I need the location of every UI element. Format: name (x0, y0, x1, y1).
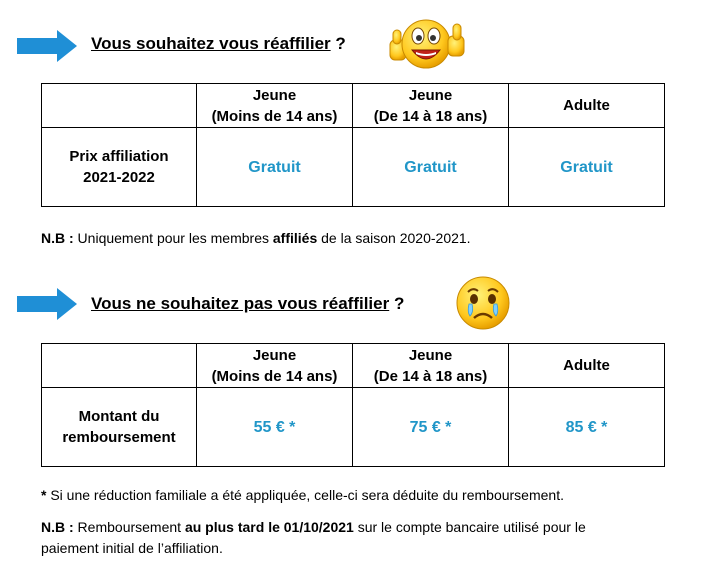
header-line: Jeune (252, 346, 297, 364)
header-junior-under-14 (197, 84, 353, 128)
refund-value-14-18 (353, 388, 509, 467)
note-text: Uniquement pour les membres (73, 230, 273, 246)
crying-face-emoji-icon (454, 274, 512, 332)
header-adult: Adulte (509, 344, 665, 388)
row-label-line: Prix affiliation (69, 148, 169, 165)
header-line: Jeune (408, 86, 453, 104)
price-value: Gratuit (560, 158, 613, 176)
refund-amount-table (41, 343, 665, 467)
header-line: Jeune (408, 346, 453, 364)
affiliation-price-table (41, 83, 665, 207)
note-bold: au plus tard le 01/10/2021 (184, 519, 354, 535)
arrow-right-icon (17, 30, 77, 62)
section-1-note (41, 228, 471, 249)
table-row (42, 388, 665, 467)
header-junior-under-14 (197, 344, 353, 388)
header-line: Jeune (252, 86, 297, 104)
note-text: sur le compte bancaire utilisé pour le (353, 519, 586, 535)
table-header-row (42, 84, 665, 128)
row-label-line: Montant du (78, 408, 160, 425)
refund-value-under-14 (197, 388, 353, 467)
arrow-right-icon (17, 288, 77, 320)
price-value: Gratuit (404, 158, 457, 176)
refund-value: 85 € * (565, 418, 608, 436)
header-line: (Moins de 14 ans) (211, 367, 338, 385)
table-header-row (42, 344, 665, 388)
note-prefix: N.B : (41, 519, 74, 535)
footnote-text: Si une réduction familiale a été appliquée, celle-ci sera déduite du remboursement. (46, 487, 564, 503)
header-adult: Adulte (509, 84, 665, 128)
section-2-footnote (41, 485, 564, 506)
row-label-price (42, 128, 197, 207)
header-junior-14-18 (353, 344, 509, 388)
empty-header-cell (42, 344, 197, 388)
smiling-thumbs-up-emoji-icon (386, 10, 470, 72)
empty-header-cell (42, 84, 197, 128)
row-label-line: remboursement (62, 429, 176, 446)
section-2-note-line-2 (41, 538, 223, 559)
price-value: Gratuit (248, 158, 301, 176)
row-label-line: 2021-2022 (83, 169, 155, 186)
section-2-title-suffix: ? (389, 294, 405, 313)
footnote-star: * (41, 487, 47, 503)
note-text: Remboursement (73, 519, 185, 535)
table-row (42, 128, 665, 207)
row-label-refund (42, 388, 197, 467)
section-2-title: Vous ne souhaitez pas vous réaffilier (91, 294, 390, 313)
note-text: de la saison 2020-2021. (317, 230, 471, 246)
note-bold: affiliés (272, 230, 318, 246)
section-1-title-suffix: ? (330, 34, 346, 53)
note-text: paiement initial de l’affiliation. (41, 540, 223, 556)
price-value-adult (509, 128, 665, 207)
section-2-note (41, 517, 586, 538)
section-2-heading (91, 294, 404, 314)
price-value-14-18 (353, 128, 509, 207)
header-junior-14-18 (353, 84, 509, 128)
section-1-title: Vous souhaitez vous réaffilier (91, 34, 331, 53)
price-value-under-14 (197, 128, 353, 207)
note-prefix: N.B : (41, 230, 74, 246)
section-1-heading (91, 34, 346, 54)
header-line: (De 14 à 18 ans) (373, 107, 488, 125)
refund-value: 75 € * (409, 418, 452, 436)
refund-value-adult (509, 388, 665, 467)
refund-value: 55 € * (253, 418, 296, 436)
header-line: (De 14 à 18 ans) (373, 367, 488, 385)
header-line: (Moins de 14 ans) (211, 107, 338, 125)
